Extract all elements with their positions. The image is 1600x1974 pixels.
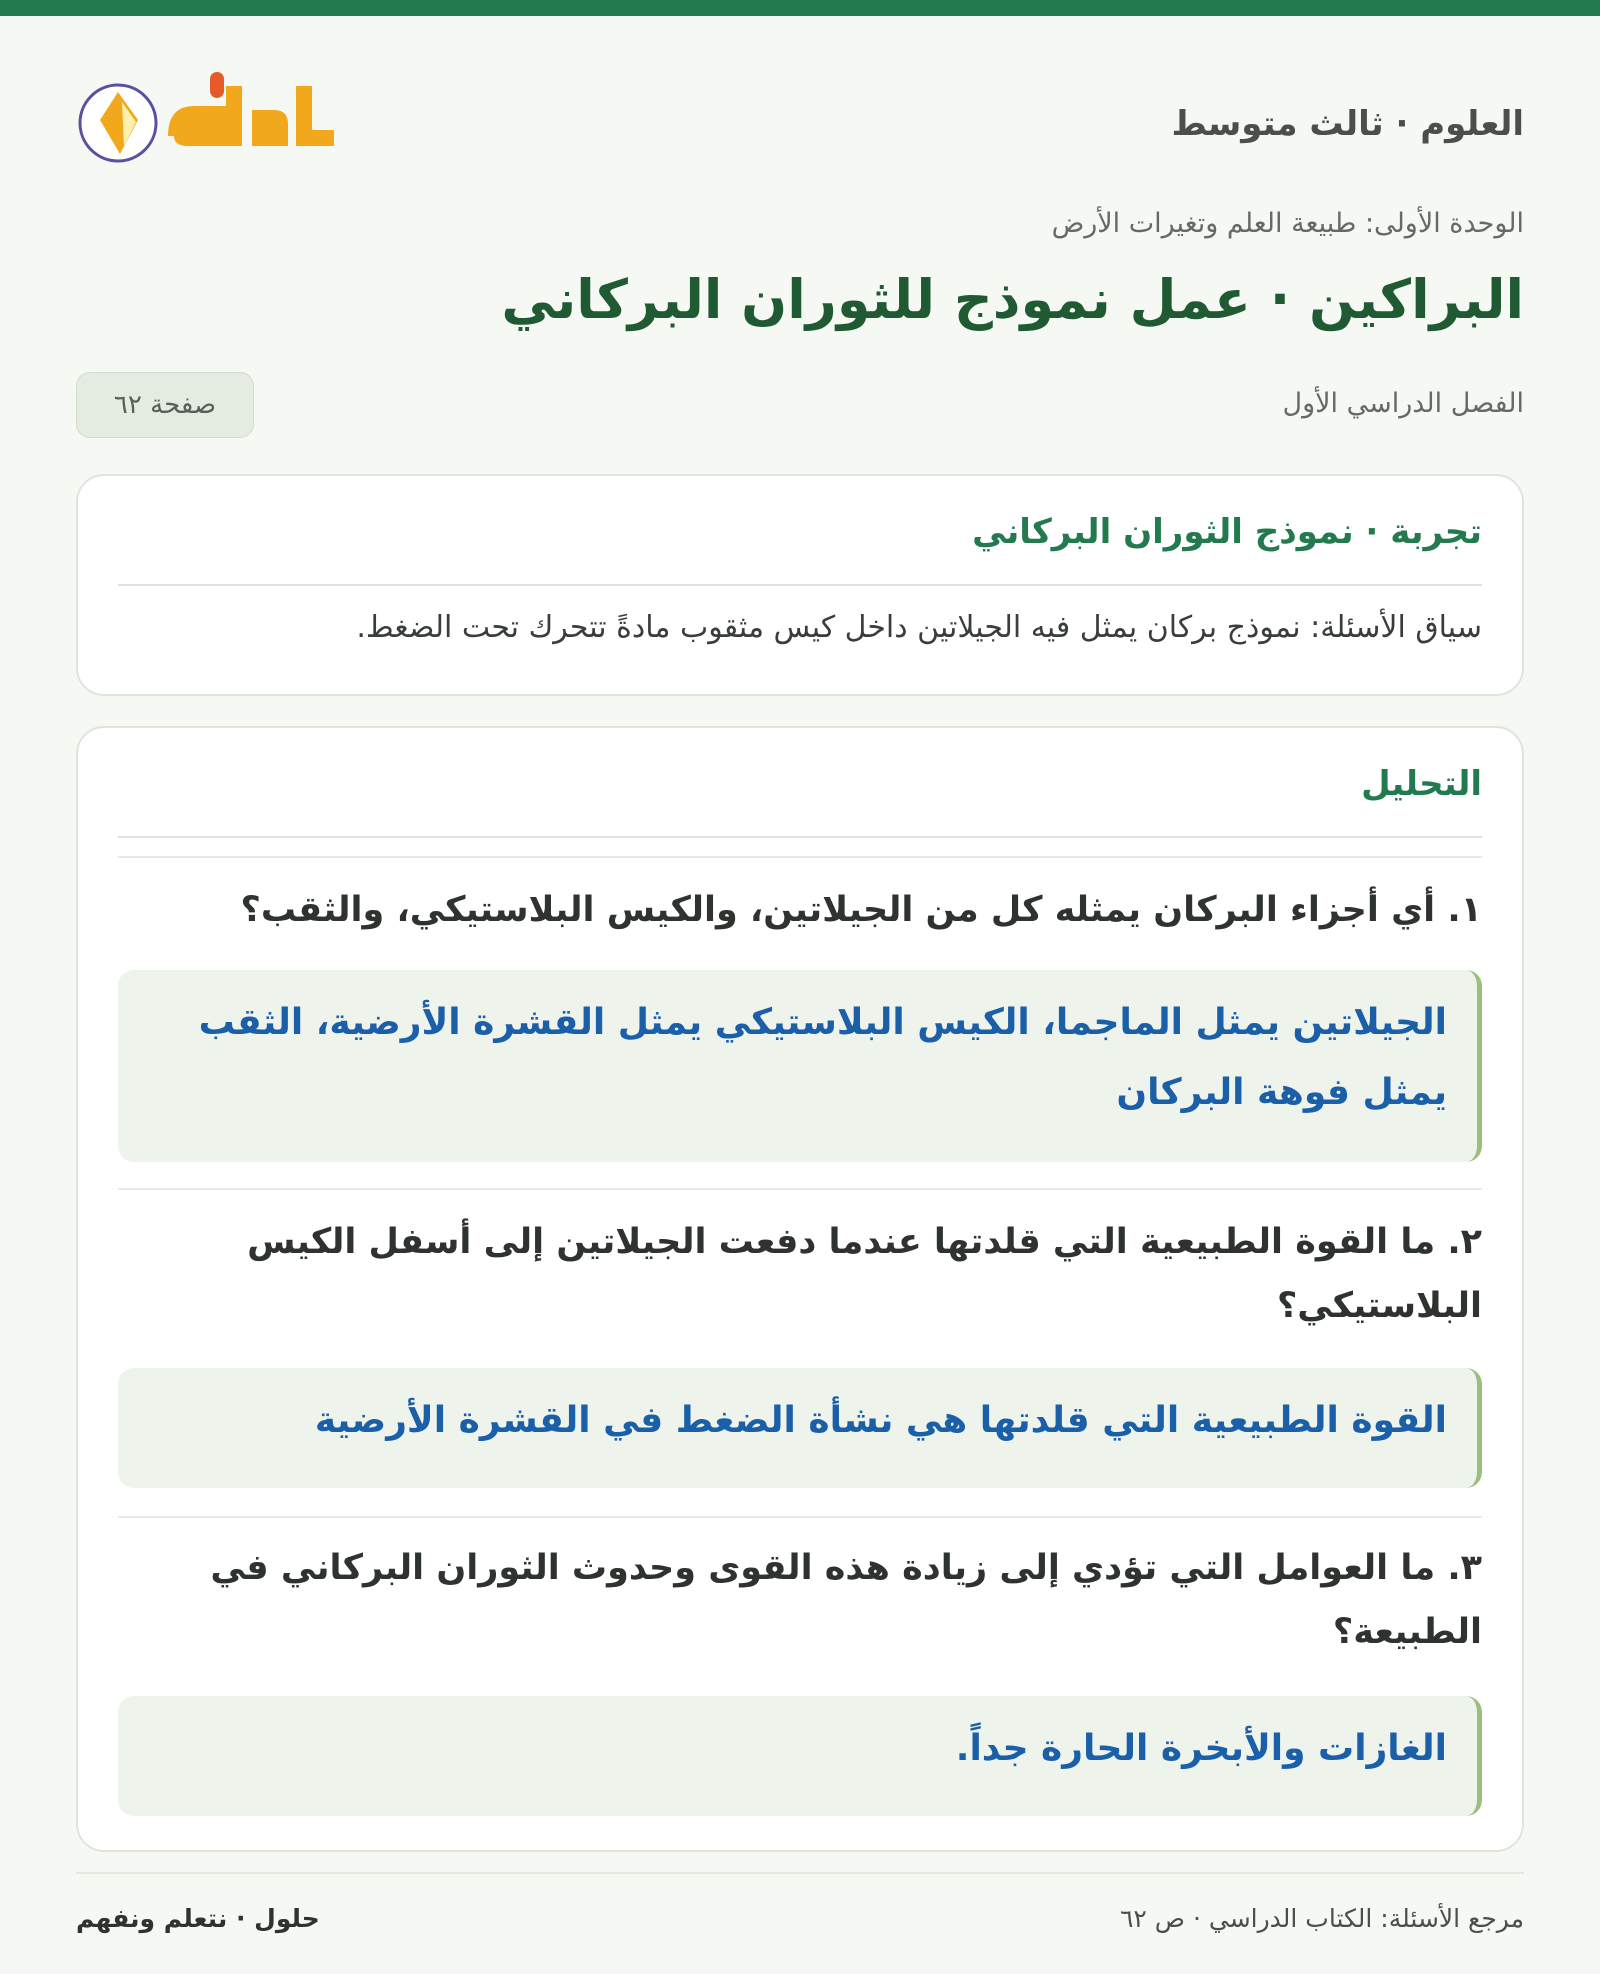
divider [118,1188,1482,1190]
answer-3: الغازات والأبخرة الحارة جداً. [118,1696,1482,1816]
answer-2: القوة الطبيعية التي قلدتها هي نشأة الضغط في القشرة الأرضية [118,1368,1482,1488]
page-title: البراكين · عمل نموذج للثوران البركاني [501,268,1524,331]
experiment-context: سياق الأسئلة: نموذج بركان يمثل فيه الجيلاتين داخل كيس مثقوب مادةً تتحرك تحت الضغط. [356,610,1482,645]
analysis-card [76,726,1524,1852]
subject-label: العلوم · ثالث متوسط [1171,104,1524,144]
question-3: ٣. ما العوامل التي تؤدي إلى زيادة هذه القوى وحدوث الثوران البركاني في الطبيعة؟ [210,1548,1482,1652]
footer-reference: مرجع الأسئلة: الكتاب الدراسي · ص ٦٢ [1119,1904,1524,1933]
question-1: ١. أي أجزاء البركان يمثله كل من الجيلاتين، والكيس البلاستيكي، والثقب؟ [240,890,1482,930]
analysis-heading: التحليل [118,764,1482,838]
footer-divider [76,1872,1524,1874]
experiment-heading: تجربة · نموذج الثوران البركاني [118,512,1482,586]
hulul-logo[interactable] [76,64,336,182]
divider [118,1516,1482,1518]
top-accent-bar [0,0,1600,16]
unit-label: الوحدة الأولى: طبيعة العلم وتغيرات الأرض [1051,208,1524,239]
page-header [76,64,1524,182]
page-number-badge: صفحة ٦٢ [76,372,254,438]
answer-1: الجيلاتين يمثل الماجما، الكيس البلاستيكي يمثل القشرة الأرضية، الثقب يمثل فوهة البركان [118,970,1482,1162]
question-2: ٢. ما القوة الطبيعية التي قلدتها عندما دفعت الجيلاتين إلى أسفل الكيس البلاستيكي؟ [247,1222,1482,1326]
term-label: الفصل الدراسي الأول [1282,388,1524,419]
experiment-card [76,474,1524,696]
footer-brand: حلول · نتعلم ونفهم [76,1904,320,1933]
divider [118,856,1482,858]
page [0,16,1600,1974]
